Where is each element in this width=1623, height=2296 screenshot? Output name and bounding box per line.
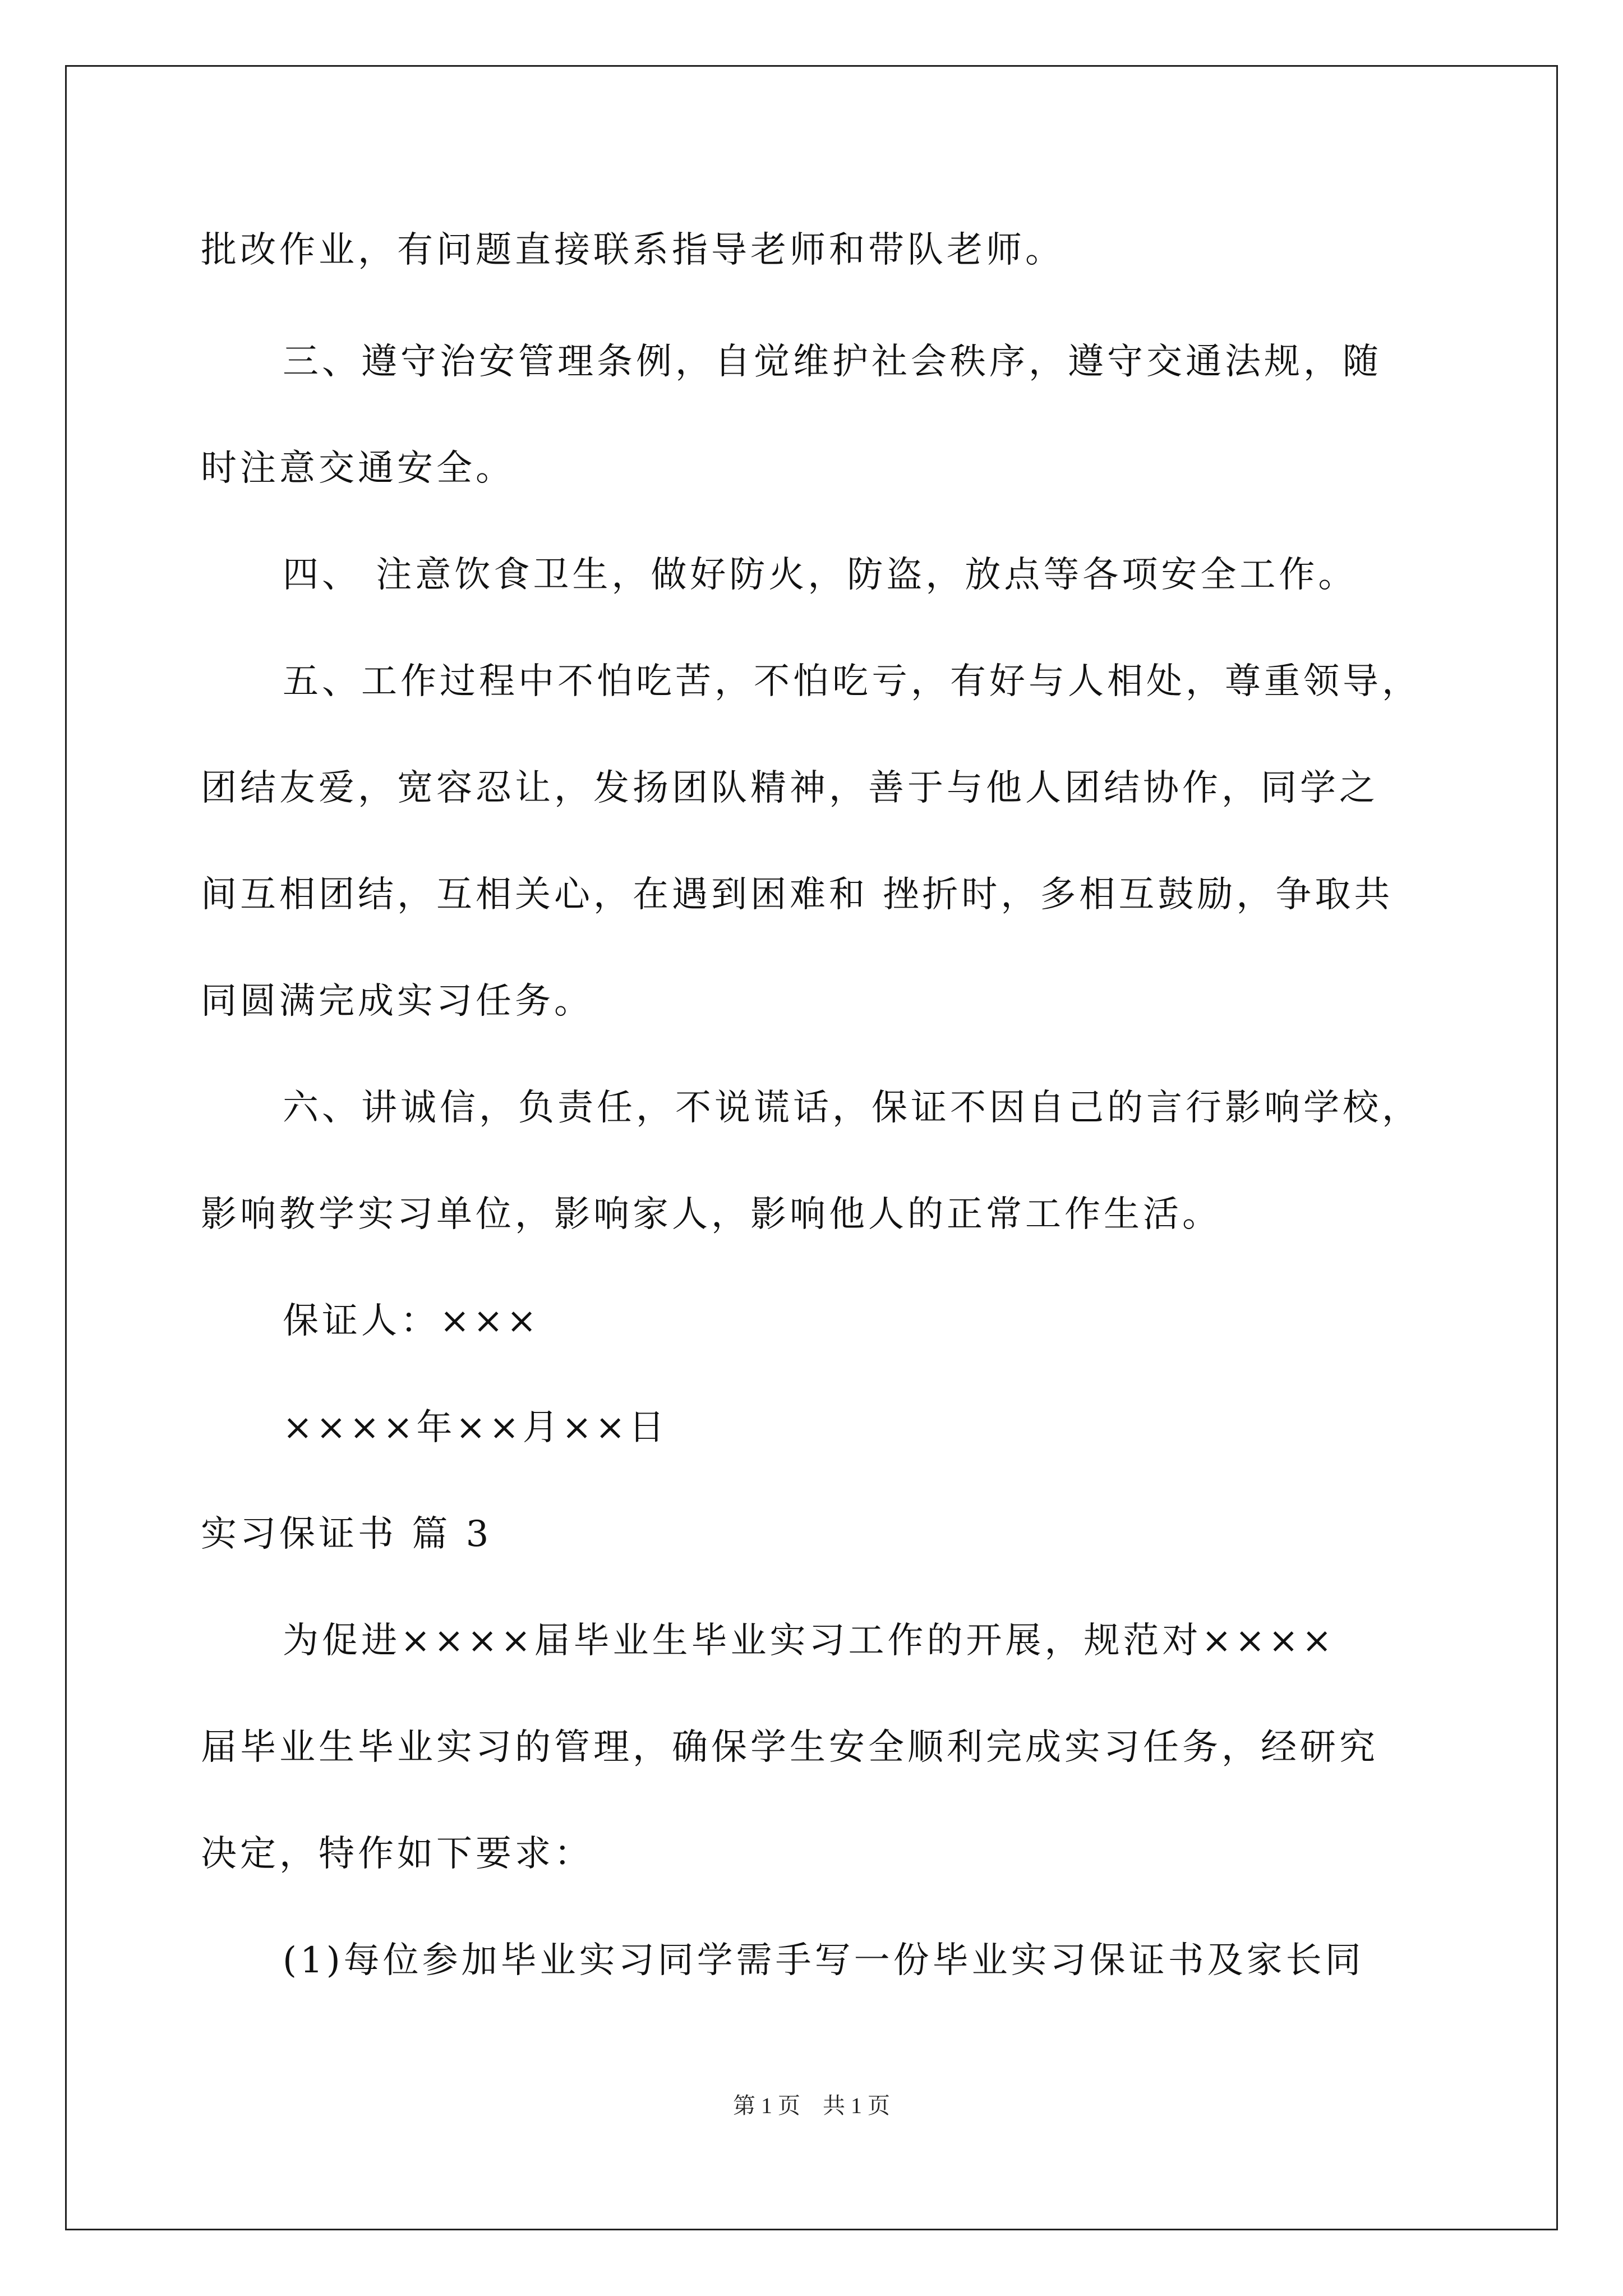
section-heading: 实习保证书 篇 3 <box>201 1513 492 1555</box>
body-line: 三、遵守治安管理条例，自觉维护社会秩序，遵守交通法规，随 <box>283 341 1382 383</box>
signature-line: 保证人：××× <box>283 1300 540 1342</box>
body-line: 五、工作过程中不怕吃苦，不怕吃亏，有好与人相处，尊重领导， <box>283 661 1421 702</box>
date-line: ××××年××月××日 <box>283 1407 668 1448</box>
body-line: 决定，特作如下要求： <box>201 1833 593 1875</box>
body-line: 时注意交通安全。 <box>201 448 515 489</box>
body-line: 四、 注意饮食卫生，做好防火，防盗，放点等各项安全工作。 <box>283 554 1358 596</box>
body-line: 间互相团结，互相关心，在遇到困难和 挫折时，多相互鼓励，争取共 <box>201 874 1394 915</box>
body-line: 团结友爱，宽容忍让，发扬团队精神，善于与他人团结协作，同学之 <box>201 767 1378 809</box>
body-line: 影响教学实习单位，影响家人，影响他人的正常工作生活。 <box>201 1194 1221 1235</box>
page-number-footer: 第 1 页 共 1 页 <box>733 2093 890 2118</box>
body-line: 批改作业，有问题直接联系指导老师和带队老师。 <box>201 229 1064 271</box>
body-line: 为促进××××届毕业生毕业实习工作的开展，规范对×××× <box>283 1620 1335 1662</box>
body-line: 六、讲诚信，负责任，不说谎话，保证不因自己的言行影响学校， <box>283 1087 1421 1129</box>
body-line: 同圆满完成实习任务。 <box>201 981 593 1022</box>
body-line: (1)每位参加毕业实习同学需手写一份毕业实习保证书及家长同 <box>283 1940 1364 1981</box>
body-line: 届毕业生毕业实习的管理，确保学生安全顺利完成实习任务，经研究 <box>201 1727 1378 1768</box>
page-frame <box>65 65 1558 2230</box>
